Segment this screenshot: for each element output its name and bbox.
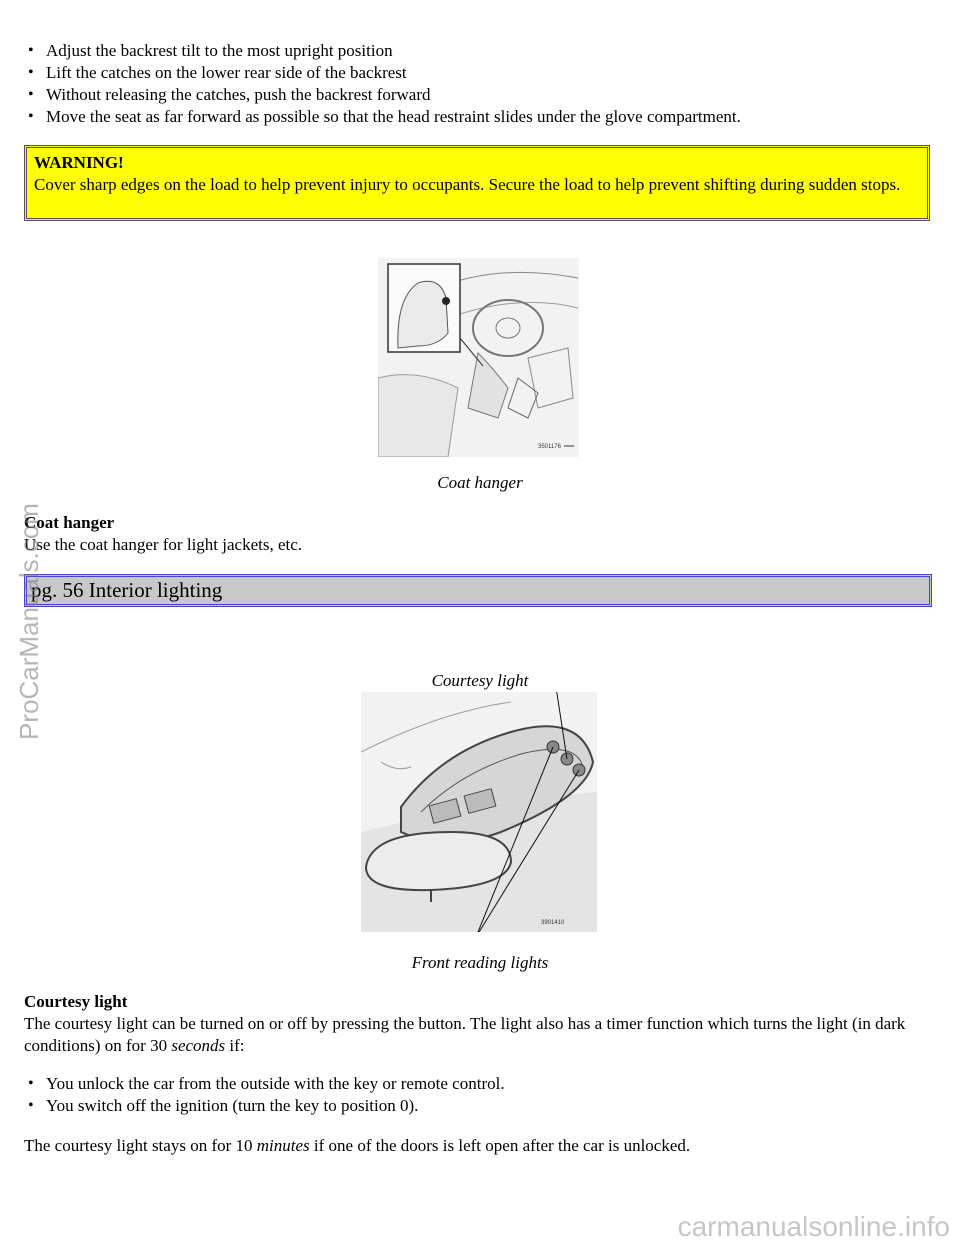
list-item: • Without releasing the catches, push the backrest forward bbox=[24, 84, 741, 106]
section-title-bar: pg. 56 Interior lighting bbox=[24, 574, 932, 607]
bottom-watermark: carmanualsonline.info bbox=[677, 1211, 950, 1242]
courtesy-light-text bbox=[24, 1013, 924, 1057]
closing-text-part1: The courtesy light stays on for 10 bbox=[24, 1136, 257, 1155]
interior-lighting-illustration bbox=[361, 692, 597, 932]
intro-bullet-list bbox=[24, 40, 741, 128]
list-item: • You switch off the ignition (turn the key to position 0). bbox=[24, 1095, 505, 1117]
coat-hanger-drawing bbox=[378, 258, 579, 457]
courtesy-light-text-emphasis: seconds bbox=[171, 1036, 226, 1055]
warning-text: Cover sharp edges on the load to help prevent injury to occupants. Secure the load to help prevent shifting during sudden stops. bbox=[34, 175, 901, 194]
coat-hanger-heading: Coat hanger bbox=[24, 513, 115, 532]
list-item: • Adjust the backrest tilt to the most upright position bbox=[24, 40, 741, 62]
closing-text-part2: if one of the doors is left open after the car is unlocked. bbox=[309, 1136, 691, 1155]
front-reading-lights-caption: Front reading lights bbox=[411, 953, 549, 972]
list-item: • Lift the catches on the lower rear side of the backrest bbox=[24, 62, 741, 84]
interior-lighting-drawing bbox=[361, 692, 597, 932]
coat-hanger-figure-caption: Coat hanger bbox=[437, 473, 523, 492]
warning-title: WARNING! bbox=[34, 153, 124, 172]
closing-text-emphasis: minutes bbox=[256, 1136, 310, 1155]
courtesy-light-text-part1: The courtesy light can be turned on or off by pressing the button. The light also has a timer function which turns the light (in dark conditions) on for 30 bbox=[24, 1014, 906, 1055]
coat-hanger-text: Use the coat hanger for light jackets, etc. bbox=[24, 535, 303, 554]
warning-box bbox=[24, 145, 930, 221]
courtesy-light-closing-text bbox=[24, 1135, 690, 1157]
svg-text:3901410: 3901410 bbox=[541, 920, 565, 926]
coat-hanger-illustration bbox=[378, 258, 579, 457]
courtesy-light-text-part2: if: bbox=[225, 1036, 245, 1055]
left-watermark-text: ProCarManuals.com bbox=[14, 503, 44, 740]
courtesy-light-heading: Courtesy light bbox=[24, 992, 128, 1011]
left-watermark bbox=[14, 503, 58, 740]
list-item: • Move the seat as far forward as possible so that the head restraint slides under the glove compartment. bbox=[24, 106, 741, 128]
svg-text:3501176: 3501176 bbox=[538, 444, 561, 450]
list-item: • You unlock the car from the outside with the key or remote control. bbox=[24, 1073, 505, 1095]
courtesy-light-figure-caption: Courtesy light bbox=[431, 671, 529, 690]
courtesy-light-bullet-list bbox=[24, 1073, 505, 1117]
